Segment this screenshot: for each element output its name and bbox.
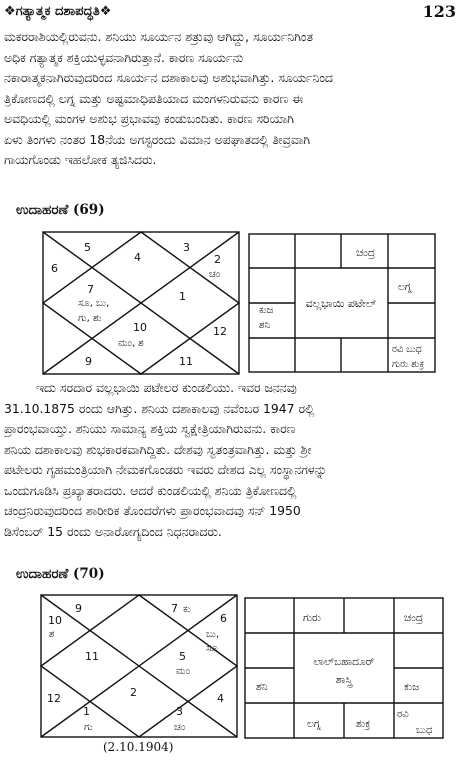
paragraph-line: ಮಕರರಾಶಿಯಲ್ಲಿರುವನು. ಶನಿಯು ಸೂರ್ಯನ ಶತ್ರುವು ಆಗಿದ್ದು, ಸೂರ್ಯನಿಗಿಂತ <box>4 29 313 44</box>
planet-label: ಬು, <box>206 629 220 640</box>
chart-center-name: ವಲ್ಲಭಾಯಿ ಪಟೇಲ್ <box>305 297 377 310</box>
paragraph-1 <box>4 27 456 171</box>
example-label: ಉದಾಹರಣೆ <box>16 566 69 582</box>
house-number: 12 <box>47 692 61 705</box>
house-number: 11 <box>85 650 99 663</box>
planet-label: ಚಂ <box>174 722 186 733</box>
paragraph-line: ಶನಿಯ ದಶಾಕಾಲವು ಶುಭಕಾರಕವಾಗಿದ್ದಿತು. ದೇಶವು ಸ್ವತಂತ್ರವಾಗಿತ್ತು. ಮತ್ತು ಶ್ರೀ <box>4 441 312 457</box>
birth-date-caption: (2.10.1904) <box>103 740 174 754</box>
planet-label: ಗು <box>84 722 93 733</box>
paragraph-line: ತ್ರಿಕೋಣದಲ್ಲಿ ಲಗ್ನ ಮತ್ತು ಅಷ್ಟಮಾಧಿಪತಿಯಾದ ಮಂಗಳನಿರುವನು ಕಾರಣ ಈ <box>4 90 303 106</box>
running-title: ❖ಗತ್ಯಾತ್ಮಕ ದಶಾಪದ್ಧತಿ❖ <box>4 4 112 19</box>
house-number: 1 <box>83 705 90 718</box>
planet-label: ಮಂ <box>176 666 190 677</box>
chart-cell-lagna: ಲಗ್ನ <box>307 718 321 730</box>
paragraph-line: ಪಟೇಲರು ಗೃಹಮಂತ್ರಿಯಾಗಿ ನೇಮಕಗೊಂಡರು ಇವರು ದೇಶದ ಎಲ್ಲ ಸಂಸ್ಥಾನಗಳನ್ನು <box>4 462 328 477</box>
example-label: ಉದಾಹರಣೆ <box>16 202 69 218</box>
planet-label: ಮಂ, ಶ <box>118 338 144 349</box>
house-number: 10 <box>133 321 147 334</box>
house-number: 6 <box>51 262 58 275</box>
paragraph-line: ಚಂದ್ರನಿರುವುದರಿಂದ ಶಾರೀರಿಕ ತೊಂದರೆಗಳು ಪ್ರಾರಂಭವಾದವು ಸನ್ 1950 <box>4 503 301 518</box>
house-number: 3 <box>176 705 183 718</box>
birth-chart-north-70 <box>40 594 238 738</box>
chart-cell-shani: ಶನಿ <box>259 320 271 331</box>
chart-center-name: ಲಾಲ್‌ಬಹಾದೂರ್ <box>313 656 375 668</box>
page-number: 123 <box>422 2 456 21</box>
house-number: 6 <box>220 612 227 625</box>
house-number: 2 <box>214 253 221 266</box>
paragraph-line: ಒಂದುಗೂಡಿಸಿ ಪ್ರಖ್ಯಾತರಾದರು. ಆದರೆ ಕುಂಡಲಿಯಲ್ಲಿ ಶನಿಯ ತ್ರಿಕೋಣದಲ್ಲಿ <box>4 482 297 498</box>
house-number: 2 <box>130 686 137 699</box>
chart-cell-chandra: ಚಂದ್ರ <box>356 247 376 259</box>
planet-label: ಶ <box>49 629 55 640</box>
house-number: 10 <box>48 614 62 627</box>
paragraph-line: ಇದು ಸರದಾರ ವಲ್ಲಭಾಯಿ ಪಟೇಲರ ಕುಂಡಲಿಯು. ಇವರ ಜನನವು <box>36 380 297 395</box>
planet-label: ಸೂ <box>206 643 218 654</box>
chart-cell-chandra: ಚಂದ್ರ <box>404 612 424 624</box>
house-number: 5 <box>84 241 91 254</box>
house-number: 12 <box>213 325 227 338</box>
chart-cell-shani: ಶನಿ <box>256 681 268 693</box>
chart-cell-ravi-budha: ರವಿ ಬುಧ <box>392 344 422 355</box>
birth-chart-south-70 <box>244 597 444 739</box>
example-number: (69) <box>73 202 105 218</box>
paragraph-line: ಪ್ರಾರಂಭವಾಯ್ತು. ಶನಿಯು ಸಾಮಾನ್ಯ ಶಕ್ತಿಯ ಸ್ವಕ್ಷೇತ್ರಿಯಾಗಿರುವನು. ಕಾರಣ <box>4 421 296 436</box>
paragraph-line: ಗಾಯಗೊಂಡು ಇಹಲೋಕ ತ್ಯಜಿಸಿದರು. <box>4 152 157 167</box>
house-number: 5 <box>179 650 186 663</box>
example-70-heading <box>16 566 105 582</box>
paragraph-line: ಡಿಸೆಂಬರ್ 15 ರಂದು ಅನಾರೋಗ್ಯದಿಂದ ನಿಧನರಾದರು. <box>4 523 222 539</box>
chart-cell-shukra: ಶುಕ್ರ <box>356 718 371 730</box>
house-number: 7 <box>171 602 178 615</box>
example-number: (70) <box>73 566 105 582</box>
house-number: 4 <box>134 251 141 264</box>
paragraph-line: ಅವಧಿಯಲ್ಲಿ ಮಂಗಳ ಅಶುಭ ಪ್ರಭಾವವು ಕಂಡುಬಂದಿತು. ಕಾರಣ ಸರಿಯಾಗಿ <box>4 111 294 126</box>
chart-cell-kuja: ಕುಜ <box>259 305 274 316</box>
paragraph-line: 31.10.1875 ರಂದು ಆಗಿತ್ತು. ಶನಿಯ ದಶಾಕಾಲವು ನವೆಂಬರ 1947 ರಲ್ಲಿ <box>4 400 315 416</box>
house-number: 11 <box>179 355 193 368</box>
chart-cell-kuja: ಕುಜ <box>404 681 420 693</box>
paragraph-line: ಅಧಿಕ ಗತ್ಯಾತ್ಮಕ ಶಕ್ತಿಯುಳ್ಳವನಾಗಿರುತ್ತಾನೆ. ಕಾರಣ ಸೂರ್ಯನು <box>4 49 244 65</box>
house-number: 9 <box>75 602 82 615</box>
chart-center-surname: ಶಾಸ್ತ್ರಿ <box>335 674 353 686</box>
paragraph-line: ಏಳು ತಿಂಗಳು ನಂತರ 18ನೆಯ ಅಗಸ್ಟರಂದು ವಿಮಾನ ಅಪಘಾತದಲ್ಲಿ ತೀವ್ರವಾಗಿ <box>4 131 311 147</box>
house-number: 9 <box>85 355 92 368</box>
paragraph-line: ನಕಾರಾತ್ಮಕನಾಗಿರುವುದರಿಂದ ಸೂರ್ಯನ ದಶಾಕಾಲವು ಅಶುಭವಾಗಿತ್ತು. ಸೂರ್ಯನಿಂದ <box>4 70 333 85</box>
birth-chart-north-69 <box>42 231 240 375</box>
house-number: 4 <box>217 692 224 705</box>
house-number: 1 <box>179 290 186 303</box>
chart-cell-lagna: ಲಗ್ನ <box>398 281 412 293</box>
page-header <box>4 2 456 24</box>
chart-cell-ravi: ರವಿ <box>397 709 409 720</box>
example-69-heading <box>16 202 105 218</box>
chart-cell-budha: ಬುಧ <box>416 725 433 736</box>
planet-label: ಚಂ <box>209 269 221 280</box>
planet-label: ಗು, ಶು <box>78 313 102 324</box>
house-number: 7 <box>87 283 94 296</box>
planet-label: ಸೂ, ಬು, <box>78 298 110 309</box>
house-number: 3 <box>183 241 190 254</box>
chart-cell-guru-shukra: ಗುರು ಶುಕ್ರ <box>392 359 425 370</box>
planet-label: ಕು <box>183 604 191 615</box>
paragraph-2 <box>4 378 456 542</box>
birth-chart-south-69 <box>248 233 436 373</box>
chart-cell-guru: ಗುರು <box>303 612 321 624</box>
